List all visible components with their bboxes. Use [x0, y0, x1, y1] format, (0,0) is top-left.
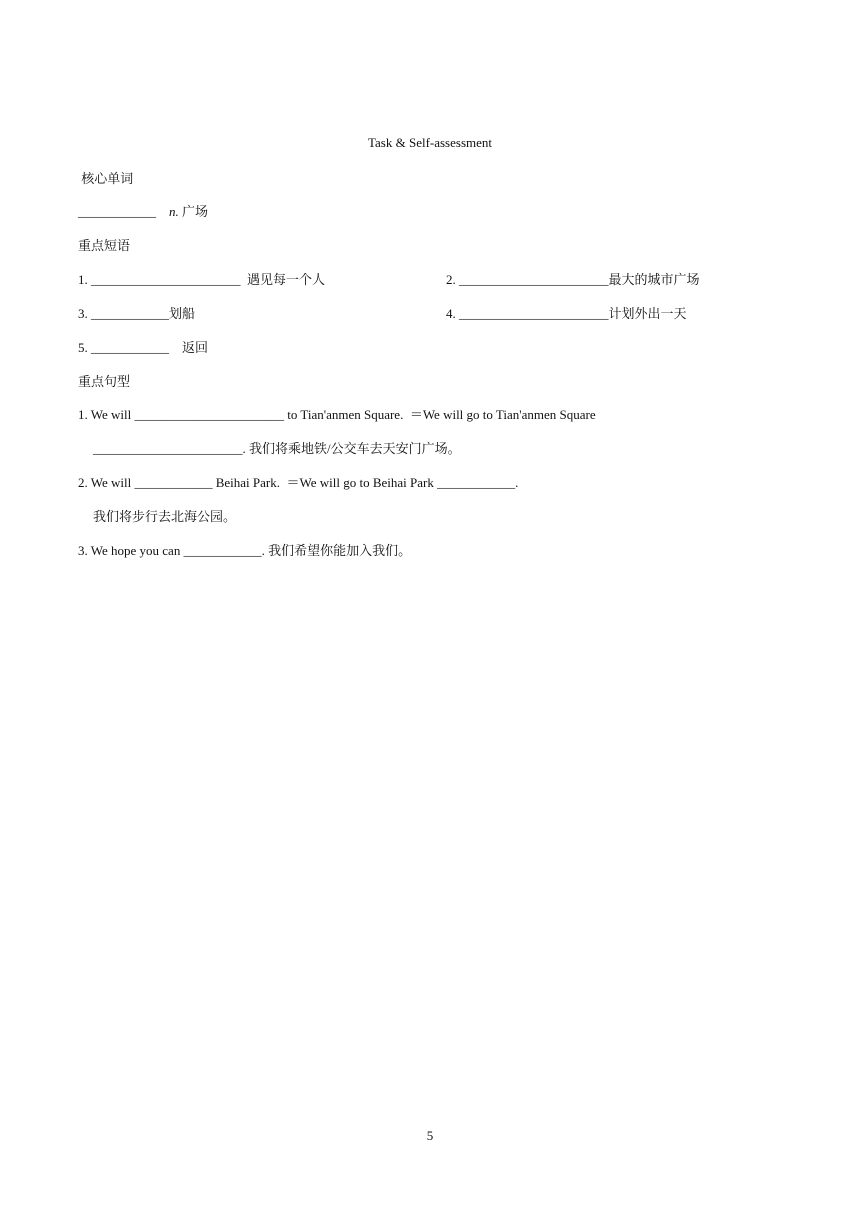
- sentence-2-line-2: 我们将步行去北海公园。: [93, 509, 237, 524]
- core-words-heading: 核心单词: [78, 171, 134, 186]
- phrase-item-5: 5. ____________ 返回: [78, 340, 209, 355]
- phrase-item-3: 3. ____________划船: [78, 306, 196, 321]
- phrase-item-4: 4. _______________________计划外出一天: [446, 306, 687, 321]
- key-phrases-heading: 重点短语: [78, 238, 131, 253]
- sentence-2-line-1: 2. We will ____________ Beihai Park. ＝We will go to Beihai Park ____________.: [78, 475, 519, 490]
- page-title: Task & Self-assessment: [367, 135, 492, 150]
- sentence-1-line-1: 1. We will _______________________ to Tian'anmen Square. ＝We will go to Tian'anmen Square: [78, 407, 596, 422]
- sentence-1-line-2: _______________________. 我们将乘地铁/公交车去天安门广场。: [93, 441, 461, 456]
- phrase-item-1: 1. _______________________ 遇见每一个人: [78, 272, 326, 287]
- phrase-item-2: 2. _______________________最大的城市广场: [446, 272, 700, 287]
- key-sentences-heading: 重点句型: [78, 374, 131, 389]
- core-word-blank: ____________: [78, 204, 156, 219]
- core-word-pos: n.: [169, 204, 179, 219]
- sentence-3-line-1: 3. We hope you can ____________. 我们希望你能加入我们。: [78, 543, 412, 558]
- core-word-meaning: 广场: [178, 204, 209, 219]
- core-word-item: [78, 203, 208, 221]
- page-number: 5: [426, 1128, 434, 1143]
